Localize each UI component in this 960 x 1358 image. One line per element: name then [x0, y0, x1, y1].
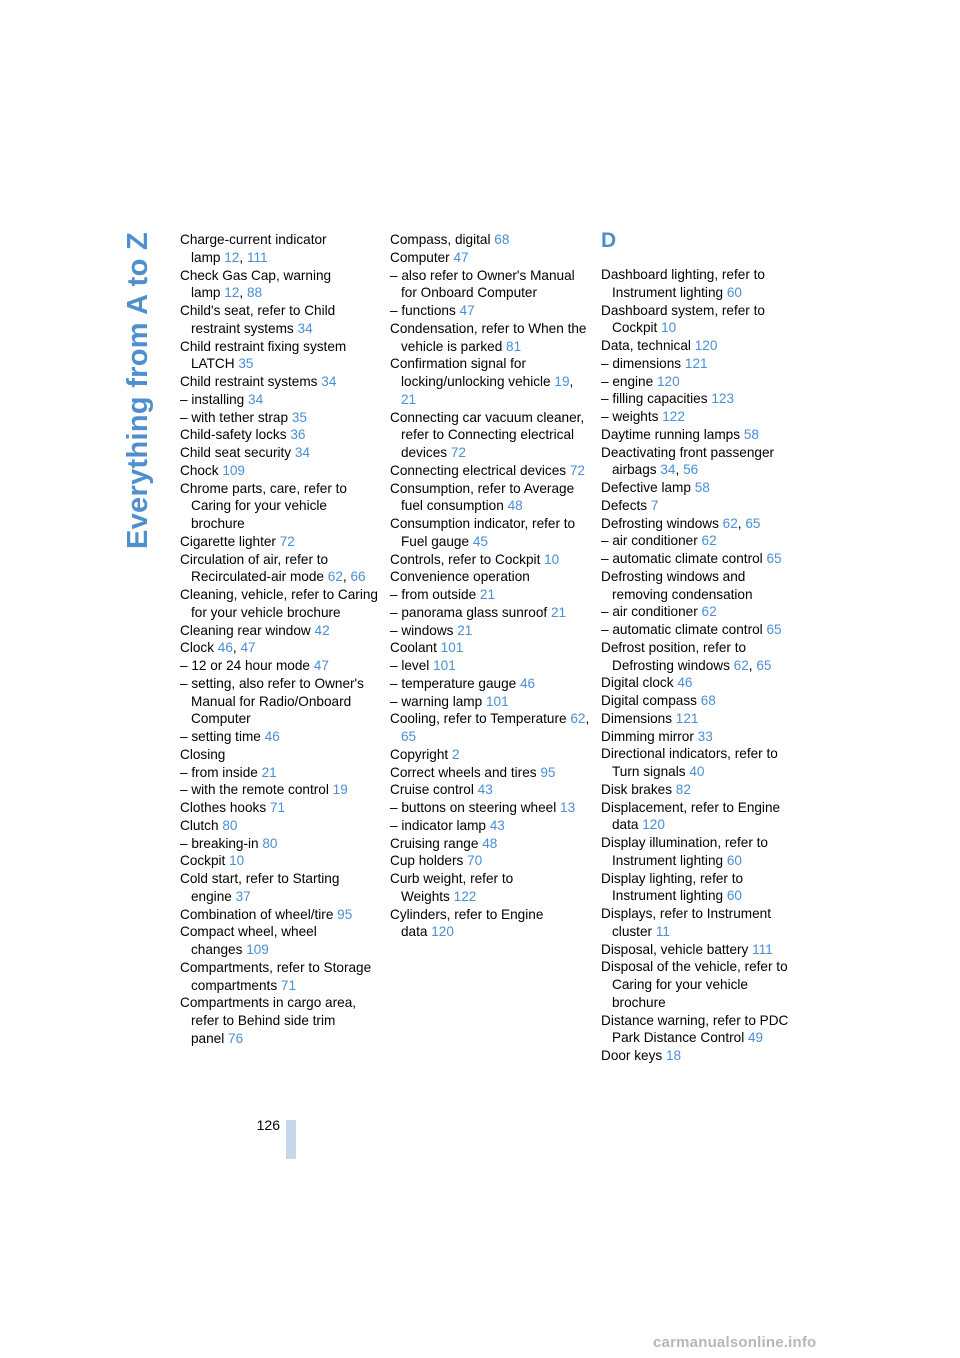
page-link[interactable]: 46 [217, 640, 233, 656]
index-entry-text: – breaking-in [180, 835, 259, 851]
index-entry-text: Deactivating front passenger airbags [601, 444, 775, 478]
page-link[interactable]: , 65 [749, 658, 772, 673]
index-entry-text: – dimensions [601, 355, 682, 371]
index-entry-text: Compact wheel, wheel changes [180, 924, 317, 957]
index-entry [601, 710, 801, 728]
page-link[interactable]: 48 [507, 498, 523, 514]
index-entry-text: – from inside [180, 764, 258, 780]
index-entry [180, 551, 380, 587]
index-entry [180, 675, 380, 728]
index-entry [180, 231, 380, 267]
index-entry [601, 497, 801, 515]
index-entry-text: Cold start, refer to Starting engine [180, 871, 340, 904]
page-link[interactable]: 46 [677, 675, 693, 691]
index-entry-text: – with the remote control [180, 782, 329, 798]
index-entry [390, 835, 590, 853]
index-entry-text: – level [390, 658, 430, 673]
index-entry-text: Controls, refer to Cockpit [390, 551, 541, 567]
page-link[interactable]: 122 [453, 888, 477, 904]
index-entry-text: Child's seat, refer to Child restraint systems [180, 303, 336, 336]
index-entry [601, 337, 801, 355]
page-link[interactable]: 76 [228, 1030, 244, 1046]
page-link[interactable]: 34 [294, 445, 310, 460]
index-entry [390, 781, 590, 799]
index-entry [390, 409, 590, 462]
page-link[interactable]: 21 [550, 604, 567, 620]
index-entry [601, 745, 801, 781]
index-entry [601, 639, 801, 675]
index-entry-text: – windows [390, 622, 454, 638]
page-link[interactable]: 43 [489, 817, 505, 833]
index-entry [601, 426, 801, 444]
page-link[interactable]: 43 [477, 782, 493, 798]
index-entry-text: Circulation of air, refer to Recirculated-air mode [180, 551, 329, 585]
index-entry-text: Daytime running lamps [601, 426, 741, 442]
page-link[interactable]: 47 [453, 249, 469, 265]
index-entry-text: – warning lamp [390, 693, 483, 709]
index-entry-text: – 12 or 24 hour mode [180, 658, 310, 673]
page-link[interactable]: 60 [726, 852, 742, 868]
page-link[interactable]: 35 [291, 409, 307, 425]
page-link[interactable]: 11 [655, 923, 670, 939]
index-entry-text: Defects [601, 497, 648, 513]
index-entry [601, 728, 801, 746]
index-entry-text: Connecting car vacuum cleaner, refer to Connecting electrical devices [390, 409, 585, 460]
index-entry-text: – setting time [180, 729, 261, 744]
page-link[interactable]: 19 [332, 782, 348, 798]
index-entry-text: – installing [180, 391, 245, 407]
page-link[interactable]: , 47 [233, 640, 256, 655]
index-entry [390, 710, 590, 746]
index-entry [390, 355, 590, 408]
index-entry-text: – with tether strap [180, 409, 289, 425]
page-link[interactable]: 62 [733, 657, 749, 673]
index-entry-text: – air conditioner [601, 533, 698, 549]
page-link[interactable]: , 111 [239, 250, 267, 265]
index-entry [390, 551, 590, 569]
index-entry [390, 515, 590, 551]
index-entry-text: Defrosting windows [601, 515, 719, 531]
index-entry-text: Dashboard lighting, refer to Instrument lighting [601, 267, 765, 300]
index-entry [180, 444, 380, 462]
page-link[interactable]: 18 [665, 1048, 682, 1063]
index-entry [180, 462, 380, 480]
index-entry-text: Display illumination, refer to Instrument lighting [601, 835, 768, 868]
page-link[interactable]: 21 [261, 764, 277, 780]
page-link[interactable]: 46 [520, 675, 536, 691]
index-entry [180, 781, 380, 799]
page-number-bar [286, 1120, 296, 1159]
index-entry [601, 302, 801, 338]
index-entry-text: Cleaning rear window [180, 622, 311, 638]
index-entry [180, 639, 380, 657]
page-link[interactable]: 34 [321, 374, 337, 389]
page-link[interactable]: 65 [766, 551, 782, 566]
index-column-1 [180, 231, 380, 1048]
index-entry [390, 462, 590, 480]
page-link[interactable]: 10 [544, 551, 560, 567]
page-link[interactable]: 7 [650, 497, 659, 513]
index-entry-text: – engine [601, 373, 654, 389]
page-link[interactable]: 68 [494, 232, 510, 247]
section-title-vertical [124, 230, 154, 550]
index-entry [180, 852, 380, 870]
index-entry [180, 923, 380, 959]
index-entry-text: Dimensions [601, 710, 673, 726]
index-entry [390, 906, 590, 942]
index-entry [601, 390, 801, 408]
index-entry-text: Coolant [390, 640, 437, 656]
index-entry [180, 586, 380, 622]
index-entry-text: Cigarette lighter [180, 533, 276, 549]
index-entry [601, 479, 801, 497]
index-entry [601, 905, 801, 941]
index-entry-text: Chock [180, 462, 219, 478]
index-entry [601, 958, 801, 1011]
index-entry-text: – automatic climate control [601, 551, 763, 566]
page-link[interactable]: , 65 [401, 711, 589, 744]
index-entry [601, 603, 801, 621]
index-entry-text: Cockpit [180, 853, 226, 869]
index-entry-text: Dashboard system, refer to Cockpit [601, 302, 765, 336]
page-link[interactable]: 21 [479, 587, 496, 602]
page-link[interactable]: 101 [433, 658, 456, 673]
index-entry [390, 852, 590, 870]
index-entry-text: – temperature gauge [390, 675, 517, 691]
page-link[interactable]: 34 [297, 320, 313, 336]
page-link[interactable]: 71 [280, 977, 297, 993]
index-entry [180, 870, 380, 906]
index-entry-text: – filling capacities [601, 391, 708, 407]
page-link[interactable]: 36 [290, 427, 306, 443]
index-entry [390, 657, 590, 675]
page-link[interactable]: , 56 [676, 462, 699, 477]
page-link[interactable]: 122 [662, 409, 685, 424]
page-link[interactable]: 120 [431, 924, 454, 940]
index-entry [390, 622, 590, 640]
page-link[interactable]: 111 [752, 941, 773, 957]
page-link[interactable]: 12 [224, 285, 240, 301]
page-link[interactable]: 120 [694, 338, 718, 353]
page-link[interactable]: 68 [700, 693, 716, 708]
index-entry-text: Cruise control [390, 782, 474, 798]
page-link[interactable]: 34 [660, 462, 676, 478]
index-entry [390, 302, 590, 320]
page-link[interactable]: 62 [570, 711, 586, 727]
page-link[interactable]: 10 [229, 853, 245, 869]
index-entry [180, 409, 380, 427]
index-entry [390, 870, 590, 906]
index-entry [390, 604, 590, 622]
page-link[interactable]: 95 [337, 906, 353, 922]
page-link[interactable]: 19 [554, 374, 570, 389]
index-entry-text: Child restraint fixing system LATCH [180, 338, 347, 372]
section-title-text: Everything from A to Z [122, 231, 155, 549]
index-entry-text: Displays, refer to Instrument cluster [601, 906, 771, 939]
index-entry [601, 408, 801, 426]
index-entry-text: Child-safety locks [180, 427, 287, 443]
index-entry-text: Condensation, refer to When the vehicle is parked [390, 320, 587, 354]
page-link[interactable]: 49 [748, 1030, 764, 1046]
index-entry [390, 231, 590, 249]
index-entry-text: Displacement, refer to Engine data [601, 799, 781, 833]
page-link[interactable]: 62 [701, 533, 717, 549]
page-link[interactable]: 45 [472, 533, 488, 549]
index-entry-text: Child seat security [180, 445, 292, 460]
index-entry-text: Compartments in cargo area, refer to Behind side trim panel [180, 995, 357, 1046]
page-link[interactable]: 62 [722, 515, 738, 531]
page-link[interactable]: 72 [279, 533, 295, 549]
index-entry [180, 906, 380, 924]
page-link[interactable]: 109 [222, 462, 245, 478]
index-entry-text: Cup holders [390, 853, 464, 869]
page-link[interactable]: , 65 [738, 516, 761, 531]
index-entry-text: Convenience operation [390, 569, 530, 585]
index-entry-text: Child restraint systems [180, 374, 318, 389]
page-link[interactable]: 60 [726, 284, 742, 300]
index-entry-text: Charge-current indicator lamp [180, 232, 327, 265]
index-letter-heading: D [601, 229, 617, 252]
index-entry [390, 480, 590, 516]
index-entry [180, 817, 380, 835]
index-entry [180, 338, 380, 374]
index-entry [601, 550, 801, 568]
page-link[interactable]: 121 [675, 710, 699, 726]
index-entry [601, 799, 801, 835]
index-entry-text: Defective lamp [601, 480, 691, 495]
index-entry [601, 355, 801, 373]
page-link[interactable]: 10 [661, 320, 677, 336]
page-link[interactable]: , 21 [401, 374, 573, 407]
index-entry [180, 799, 380, 817]
index-entry [601, 444, 801, 480]
index-entry-text: Defrost position, refer to Defrosting windows [601, 639, 747, 673]
page-link[interactable]: 2 [451, 746, 460, 762]
index-entry-text: Data, technical [601, 338, 691, 353]
page-link[interactable]: , 88 [239, 285, 262, 300]
index-entry [180, 391, 380, 409]
index-entry [180, 267, 380, 303]
index-entry [180, 426, 380, 444]
index-entry [601, 674, 801, 692]
index-entry-text: Clock [180, 640, 214, 656]
index-entry [601, 621, 801, 639]
page-link[interactable]: 120 [642, 817, 665, 833]
index-entry [180, 746, 380, 764]
page-link[interactable]: 72 [569, 462, 585, 478]
index-entry-text: Computer [390, 249, 450, 265]
index-entry [180, 959, 380, 995]
index-entry [390, 586, 590, 604]
index-entry [180, 835, 380, 853]
index-entry [390, 568, 590, 586]
page-link[interactable]: 71 [269, 800, 286, 815]
index-entry-text: Consumption, refer to Average fuel consumption [390, 480, 575, 514]
page-link[interactable]: 13 [560, 800, 576, 815]
page-link[interactable]: 70 [467, 853, 483, 869]
index-entry-text: Consumption indicator, refer to Fuel gauge [390, 516, 576, 549]
index-entry-text: Check Gas Cap, warning lamp [180, 267, 332, 301]
index-entry [180, 373, 380, 391]
index-entry [180, 622, 380, 640]
index-entry-text: – setting, also refer to Owner's Manual for Radio/Onboard Computer [180, 675, 364, 727]
index-entry [180, 657, 380, 675]
page-link[interactable]: , 66 [343, 569, 366, 584]
index-entry [390, 693, 590, 711]
index-entry-text: Cooling, refer to Temperature [390, 711, 567, 727]
index-entry-text: Clutch [180, 817, 219, 833]
index-entry-text: Cruising range [390, 835, 479, 851]
index-column-3 [601, 266, 801, 1065]
page-link[interactable]: 72 [450, 445, 466, 460]
page-link[interactable]: 47 [313, 658, 329, 673]
page-link[interactable]: 65 [766, 622, 782, 637]
index-entry [390, 320, 590, 356]
page-link[interactable]: 123 [711, 391, 735, 407]
index-entry-text: – also refer to Owner's Manual for Onboard Computer [390, 267, 575, 301]
index-entry-text: Confirmation signal for locking/unlocking vehicle [390, 356, 551, 389]
page-link[interactable]: 47 [459, 303, 475, 318]
index-entry [180, 994, 380, 1047]
index-entry-text: Connecting electrical devices [390, 462, 567, 478]
index-entry-text: Disk brakes [601, 781, 673, 797]
page-link[interactable]: 33 [697, 728, 713, 744]
watermark: carmanualsonline.info [653, 1334, 817, 1351]
page-link[interactable]: 46 [264, 729, 280, 744]
page-link[interactable]: 121 [684, 355, 708, 371]
index-entry-text: Compass, digital [390, 232, 491, 247]
index-entry-text: Cylinders, refer to Engine data [390, 906, 544, 940]
index-entry [601, 532, 801, 550]
index-entry [390, 675, 590, 693]
index-entry [601, 266, 801, 302]
page-link[interactable]: 60 [726, 888, 742, 904]
index-entry [390, 746, 590, 764]
page-number: 126 [256, 1117, 280, 1133]
index-entry-text: – functions [390, 303, 456, 318]
index-entry-text: – weights [601, 409, 659, 424]
page-link[interactable]: 80 [222, 817, 238, 833]
page-link[interactable]: 34 [248, 391, 264, 407]
index-entry-text: Copyright [390, 746, 449, 762]
index-entry-text: Disposal of the vehicle, refer to Caring for your vehicle brochure [601, 959, 788, 1010]
index-entry-text: Compartments, refer to Storage compartments [180, 959, 372, 993]
index-entry [180, 480, 380, 533]
index-entry [601, 692, 801, 710]
index-entry [601, 941, 801, 959]
page-link[interactable]: 62 [327, 569, 343, 585]
page-link[interactable]: 109 [246, 942, 269, 957]
page-link[interactable]: 82 [675, 781, 691, 797]
index-entry [601, 870, 801, 906]
page-link[interactable]: 120 [656, 373, 680, 389]
page-link[interactable]: 21 [457, 622, 473, 638]
index-entry [601, 568, 801, 604]
index-entry-text: – air conditioner [601, 604, 698, 620]
index-entry [390, 799, 590, 817]
index-entry-text: Distance warning, refer to PDC Park Distance Control [601, 1012, 789, 1046]
index-entry-text: – from outside [390, 587, 477, 602]
index-entry-text: Clothes hooks [180, 800, 267, 815]
index-entry [390, 249, 590, 267]
index-entry-text: – indicator lamp [390, 817, 486, 833]
page-link[interactable]: 42 [314, 622, 330, 638]
page-link[interactable]: 48 [482, 835, 498, 851]
page-link[interactable]: 58 [743, 426, 759, 442]
page-link[interactable]: 40 [689, 764, 705, 779]
index-entry [601, 834, 801, 870]
index-entry [601, 1012, 801, 1048]
index-entry-text: Door keys [601, 1048, 663, 1063]
index-entry-text: Closing [180, 746, 226, 762]
index-entry [180, 302, 380, 338]
index-entry [390, 764, 590, 782]
index-entry-text: Defrosting windows and removing condensation [601, 568, 753, 602]
index-entry [601, 515, 801, 533]
page-link[interactable]: 62 [701, 604, 717, 620]
page-link[interactable]: 95 [540, 764, 556, 780]
index-entry-text: Disposal, vehicle battery [601, 941, 749, 957]
page-link[interactable]: 58 [694, 480, 710, 495]
index-entry-text: Combination of wheel/tire [180, 906, 334, 922]
index-entry-text: Chrome parts, care, refer to Caring for your vehicle brochure [180, 480, 347, 531]
index-entry [601, 373, 801, 391]
page-link[interactable]: 80 [262, 835, 278, 851]
index-entry [390, 267, 590, 303]
page-link[interactable]: 37 [235, 888, 251, 904]
index-entry-text: Display lighting, refer to Instrument lighting [601, 870, 744, 904]
index-entry-text: Curb weight, refer to Weights [390, 871, 514, 904]
index-entry-text: Cleaning, vehicle, refer to Caring for your vehicle brochure [180, 587, 378, 620]
index-entry [390, 639, 590, 657]
index-entry [180, 764, 380, 782]
index-entry-text: – automatic climate control [601, 622, 763, 637]
page-link[interactable]: 35 [238, 356, 254, 372]
index-entry-text: Digital compass [601, 693, 697, 708]
index-entry-text: Correct wheels and tires [390, 764, 537, 780]
index-entry-text: Digital clock [601, 675, 674, 691]
page-link[interactable]: 101 [485, 693, 509, 709]
index-column-2 [390, 231, 590, 941]
index-entry-text: Dimming mirror [601, 728, 694, 744]
index-entry [180, 533, 380, 551]
index-entry-text: – panorama glass sunroof [390, 604, 548, 620]
index-entry-text: – buttons on steering wheel [390, 800, 557, 815]
page-link[interactable]: 12 [224, 249, 240, 265]
index-entry-text: Directional indicators, refer to Turn signals [601, 746, 778, 779]
page-link[interactable]: 101 [440, 640, 464, 656]
index-entry [180, 728, 380, 746]
index-entry [390, 817, 590, 835]
index-entry [601, 781, 801, 799]
page-link[interactable]: 81 [506, 338, 522, 354]
index-entry [601, 1047, 801, 1065]
